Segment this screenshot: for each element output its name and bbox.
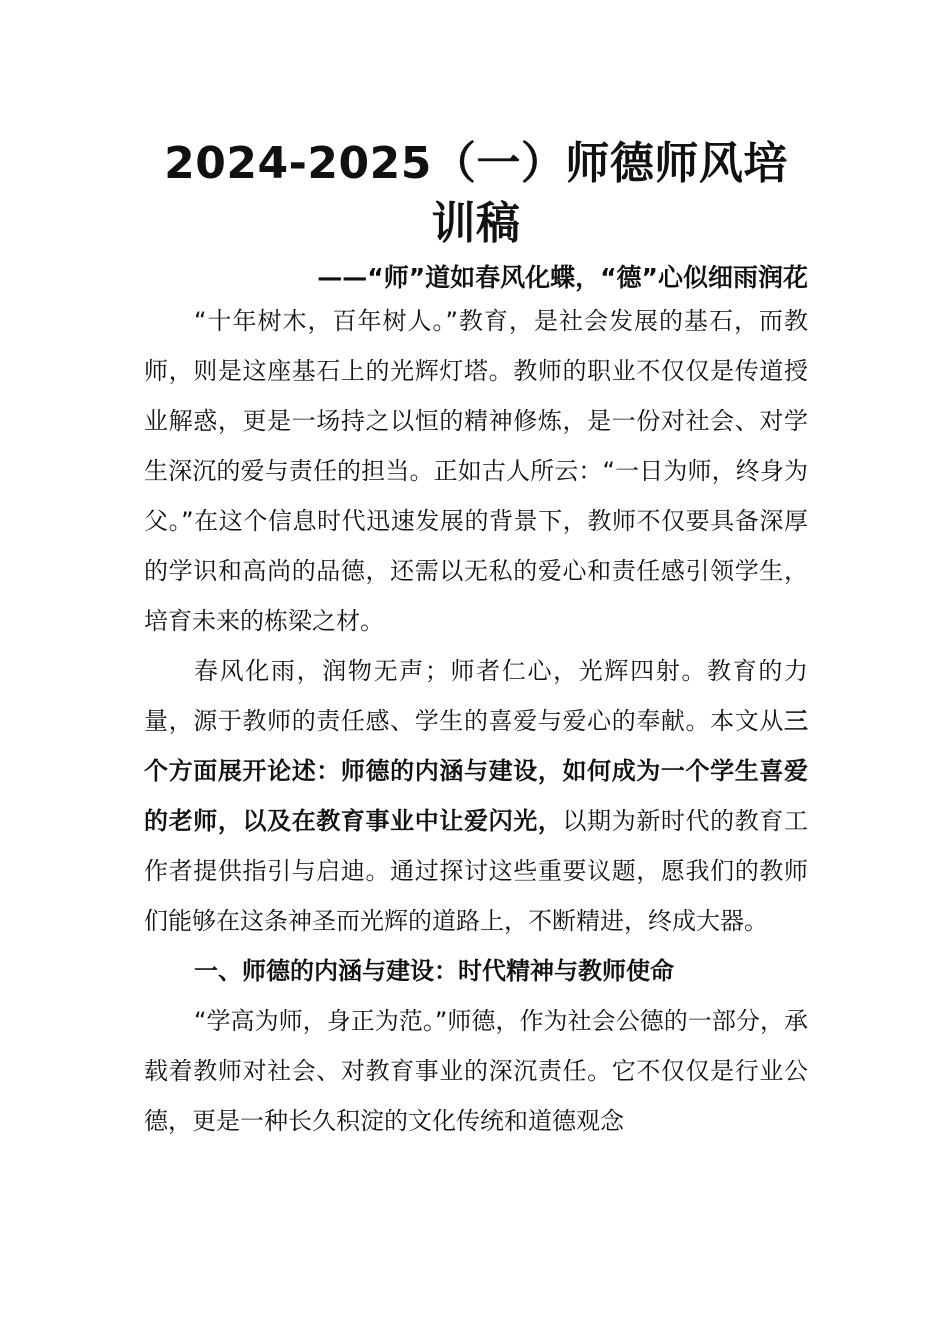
overview-lead-text: 春风化雨，润物无声；师者仁心，光辉四射。教育的力量，源于教师的责任感、学生的喜爱与爱心的奉献。本文从 xyxy=(144,657,808,735)
section-1-heading: 一、师德的内涵与建设：时代精神与教师使命 xyxy=(194,957,674,985)
overview-bold-text: 三个方面展开论述：师德的内涵与建设，如何成为一个学生喜爱的老师，以及在教育事业中让爱闪光， xyxy=(144,707,808,835)
intro-paragraph: “十年树木，百年树人。”教育，是社会发展的基石，而教师，则是这座基石上的光辉灯塔。教师的职业不仅仅是传道授业解惑，更是一场持之以恒的精神修炼，是一份对社会、对学生深沉的爱与责任的担当。正如古人所云：“一日为师，终身为父。”在这个信息时代迅速发展的背景下，教师不仅要具备深厚的学识和高尚的品德，还需以无私的爱心和责任感引领学生，培育未来的栋梁之材。 xyxy=(144,307,808,635)
overview-paragraph xyxy=(144,646,808,946)
section-1-paragraph: “学高为师，身正为范。”师德，作为社会公德的一部分，承载着教师对社会、对教育事业的深沉责任。它不仅仅是行业公德，更是一种长久积淀的文化传统和道德观念 xyxy=(144,1007,808,1135)
document-body xyxy=(144,134,808,1146)
document-subtitle: ——“师”道如春风化蝶，“德”心似细雨润花 xyxy=(317,263,808,292)
overview-tail-text: 以期为新时代的教育工作者提供指引与启迪。通过探讨这些重要议题，愿我们的教师们能够在这条神圣而光辉的道路上，不断精进，终成大器。 xyxy=(144,807,809,935)
document-title: 2024-2025（一）师德师风培训稿 xyxy=(164,138,788,249)
